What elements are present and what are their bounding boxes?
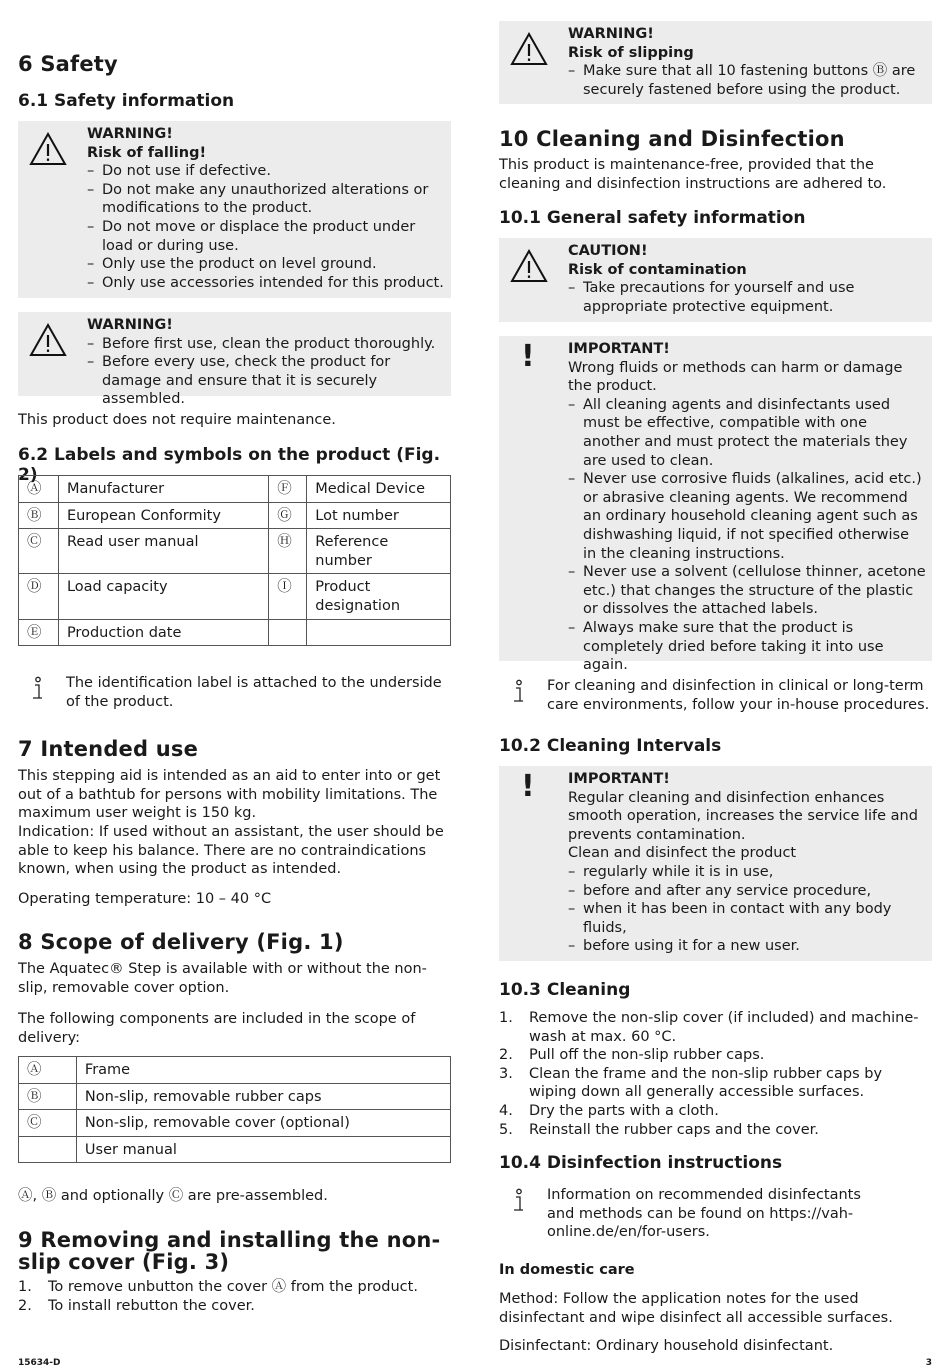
section-6-title: 6 Safety — [18, 52, 118, 76]
table-row — [19, 529, 451, 574]
pre-assembled-note: Ⓐ, Ⓑ and optionally Ⓒ are pre-assembled. — [18, 1188, 328, 1204]
warning-triangle-icon — [509, 248, 549, 284]
indication-text: Indication: If used without an assistant, the user should be able to keep his balance. There are no contraindications known, when using the product as intended. — [18, 824, 444, 878]
warning-label: WARNING! — [87, 126, 173, 142]
step-text: Reinstall the rubber caps and the cover. — [529, 1121, 819, 1138]
important-box-fluids — [499, 336, 932, 674]
step-number: 3. — [499, 1065, 513, 1082]
list-item: – before and after any service procedure, — [568, 882, 926, 901]
caution-list — [568, 279, 926, 316]
info-icon — [28, 676, 46, 702]
step-text: Clean the frame and the non-slip rubber caps by wiping down all generally accessible surfaces. — [529, 1065, 883, 1101]
label-meaning: Lot number — [307, 502, 451, 529]
list-item: – Always make sure that the product is completely dried before taking it into use again. — [568, 619, 926, 675]
label-letter: Ⓐ — [19, 476, 59, 503]
caution-box — [499, 238, 932, 322]
list-item: – Never use a solvent (cellulose thinner, acetone etc.) that changes the structure of the plastic or dissolves the attached labels. — [568, 563, 926, 619]
section-10-4-title: 10.4 Disinfection instructions — [499, 1153, 783, 1173]
important-text: Regular cleaning and disinfection enhances smooth operation, increases the service life and prevents contamination. — [568, 789, 918, 843]
page-number: 3 — [925, 1358, 932, 1368]
list-item — [18, 1297, 451, 1316]
list-item: – Do not make any unauthorized alterations or modifications to the product. — [87, 181, 445, 218]
step-number: 2. — [18, 1297, 32, 1314]
warning-triangle-icon — [28, 131, 68, 167]
table-row — [19, 1057, 451, 1084]
list-item: – Do not use if defective. — [87, 162, 445, 181]
label-letter: Ⓓ — [19, 574, 59, 619]
label-meaning: Reference number — [307, 529, 451, 574]
important-content — [568, 770, 926, 956]
item-name: Non-slip, removable cover (optional) — [76, 1110, 450, 1137]
section-10-intro: This product is maintenance-free, provided that the cleaning and disinfection instructions are adhered to. — [499, 157, 887, 192]
cover-steps — [18, 1278, 451, 1315]
label-letter: Ⓖ — [269, 502, 307, 529]
table-row — [19, 1110, 451, 1137]
warning-label: WARNING! — [568, 26, 654, 42]
list-item: – Only use the product on level ground. — [87, 255, 445, 274]
important-list — [568, 863, 926, 956]
list-item: – Before first use, clean the product thoroughly. — [87, 335, 445, 354]
item-letter — [19, 1136, 77, 1163]
table-row — [19, 1136, 451, 1163]
list-item: – All cleaning agents and disinfectants used must be effective, compatible with one another and must protect the materials they are used to clean. — [568, 396, 926, 470]
warning-risk: Risk of falling! — [87, 144, 207, 161]
step-number: 1. — [499, 1010, 513, 1026]
list-item — [499, 1102, 932, 1121]
section-9-title: 9 Removing and installing the non-slip cover (Fig. 3) — [18, 1228, 441, 1274]
step-text: Remove the non-slip cover (if included) and machine-wash at max. 60 °C. — [529, 1010, 919, 1045]
step-text: Dry the parts with a cloth. — [529, 1102, 719, 1119]
cleaning-steps — [499, 1009, 932, 1139]
caution-label: CAUTION! — [568, 243, 648, 259]
info-text: Information on recommended disinfectants and methods can be found on https://vah-online.de/en/for-users. — [547, 1187, 861, 1241]
warning-content — [87, 125, 445, 292]
domestic-care-heading: In domestic care — [499, 1262, 635, 1278]
label-meaning: Read user manual — [58, 529, 268, 574]
section-10-3-title: 10.3 Cleaning — [499, 980, 631, 1000]
list-item — [499, 1121, 932, 1140]
step-number: 4. — [499, 1102, 513, 1119]
list-item: – when it has been in contact with any body fluids, — [568, 900, 926, 937]
important-label: IMPORTANT! — [568, 771, 670, 787]
warning-content — [568, 25, 926, 99]
list-item: – Take precautions for yourself and use appropriate protective equipment. — [568, 279, 926, 316]
warning-box-first-use — [18, 312, 451, 408]
info-icon — [509, 679, 527, 705]
info-text: For cleaning and disinfection in clinical or long-term care environments, follow your in-house procedures. — [547, 678, 930, 713]
caution-risk: Risk of contamination — [568, 261, 747, 278]
section-6-2-title: 6.2 Labels and symbols on the product (Fig. 2) — [18, 445, 441, 485]
caution-content — [568, 242, 926, 316]
label-letter: Ⓒ — [19, 529, 59, 574]
step-number: 5. — [499, 1121, 513, 1138]
label-letter: Ⓗ — [269, 529, 307, 574]
item-letter: Ⓐ — [19, 1057, 77, 1084]
list-item — [499, 1009, 932, 1046]
step-number: 1. — [18, 1279, 32, 1295]
list-item: – Only use accessories intended for this product. — [87, 274, 445, 293]
label-letter: Ⓕ — [269, 476, 307, 503]
table-row — [19, 502, 451, 529]
list-item — [499, 1065, 932, 1102]
table-row — [19, 476, 451, 503]
document-number: 15634-D — [18, 1358, 61, 1368]
table-row — [19, 619, 451, 646]
disinfectant-text: Disinfectant: Ordinary household disinfectant. — [499, 1338, 834, 1354]
item-letter: Ⓑ — [19, 1083, 77, 1110]
maintenance-note: This product does not require maintenance. — [18, 412, 336, 428]
important-text-2: Clean and disinfect the product — [568, 845, 797, 862]
item-name: Non-slip, removable rubber caps — [76, 1083, 450, 1110]
list-item: – Before every use, check the product for damage and ensure that it is securely assembled. — [87, 353, 445, 409]
list-item: – Make sure that all 10 fastening buttons Ⓑ are securely fastened before using the product. — [568, 62, 926, 99]
warning-triangle-icon — [509, 31, 549, 67]
step-text: Pull off the non-slip rubber caps. — [529, 1047, 765, 1064]
label-meaning — [307, 619, 451, 646]
warning-list — [87, 335, 445, 409]
item-name: Frame — [76, 1057, 450, 1084]
warning-label: WARNING! — [87, 317, 173, 333]
label-letter: Ⓘ — [269, 574, 307, 619]
list-item — [499, 1046, 932, 1065]
exclamation-icon: ! — [521, 339, 535, 374]
section-10-1-title: 10.1 General safety information — [499, 208, 806, 228]
section-8-title: 8 Scope of delivery (Fig. 1) — [18, 930, 344, 954]
label-meaning: Load capacity — [58, 574, 268, 619]
intended-use-text: This stepping aid is intended as an aid to enter into or get out of a bathtub for persons with mobility limitations. The maximum user weight is 150 kg. — [18, 768, 441, 822]
label-letter: Ⓑ — [19, 502, 59, 529]
list-item: – Do not move or displace the product under load or during use. — [87, 218, 445, 255]
scope-components-intro: The following components are included in the scope of delivery: — [18, 1011, 416, 1046]
operating-temperature: Operating temperature: 10 – 40 °C — [18, 891, 272, 907]
list-item — [18, 1278, 451, 1297]
info-icon — [509, 1188, 527, 1214]
important-box-intervals — [499, 766, 932, 961]
info-text: The identification label is attached to the underside of the product. — [66, 675, 442, 710]
warning-box-slipping — [499, 21, 932, 104]
warning-list — [568, 62, 926, 99]
list-item: – Never use corrosive fluids (alkalines, acid etc.) or abrasive cleaning agents. We recommend an ordinary household cleaning agent such as dishwashing liquid, if not specified otherwise in the cleaning instructions. — [568, 470, 926, 563]
important-text: Wrong fluids or methods can harm or damage the product. — [568, 359, 903, 395]
exclamation-icon: ! — [521, 769, 535, 804]
table-row — [19, 1083, 451, 1110]
step-text: To remove unbutton the cover Ⓐ from the product. — [48, 1279, 418, 1295]
section-10-2-title: 10.2 Cleaning Intervals — [499, 736, 722, 756]
label-meaning: European Conformity — [58, 502, 268, 529]
label-letter — [269, 619, 307, 646]
important-list — [568, 396, 926, 675]
important-content — [568, 340, 926, 675]
label-meaning: Product designation — [307, 574, 451, 619]
section-7-title: 7 Intended use — [18, 737, 199, 761]
warning-risk: Risk of slipping — [568, 44, 694, 61]
scope-table — [18, 1056, 451, 1163]
item-letter: Ⓒ — [19, 1110, 77, 1137]
section-10-title: 10 Cleaning and Disinfection — [499, 127, 845, 151]
table-row — [19, 574, 451, 619]
warning-triangle-icon — [28, 322, 68, 358]
step-text: To install rebutton the cover. — [48, 1297, 255, 1314]
label-letter: Ⓔ — [19, 619, 59, 646]
label-meaning: Medical Device — [307, 476, 451, 503]
warning-box-falling — [18, 121, 451, 298]
labels-table — [18, 475, 451, 646]
warning-content — [87, 316, 445, 409]
list-item: – regularly while it is in use, — [568, 863, 926, 882]
list-item: – before using it for a new user. — [568, 937, 926, 956]
section-6-1-title: 6.1 Safety information — [18, 91, 235, 111]
scope-intro: The Aquatec® Step is available with or without the non-slip, removable cover option. — [18, 961, 427, 996]
warning-list — [87, 162, 445, 292]
method-text: Method: Follow the application notes for the used disinfectant and wipe disinfect all accessible surfaces. — [499, 1291, 893, 1326]
item-name: User manual — [76, 1136, 450, 1163]
label-meaning: Production date — [58, 619, 268, 646]
step-number: 2. — [499, 1047, 513, 1064]
label-meaning: Manufacturer — [58, 476, 268, 503]
important-label: IMPORTANT! — [568, 341, 670, 357]
